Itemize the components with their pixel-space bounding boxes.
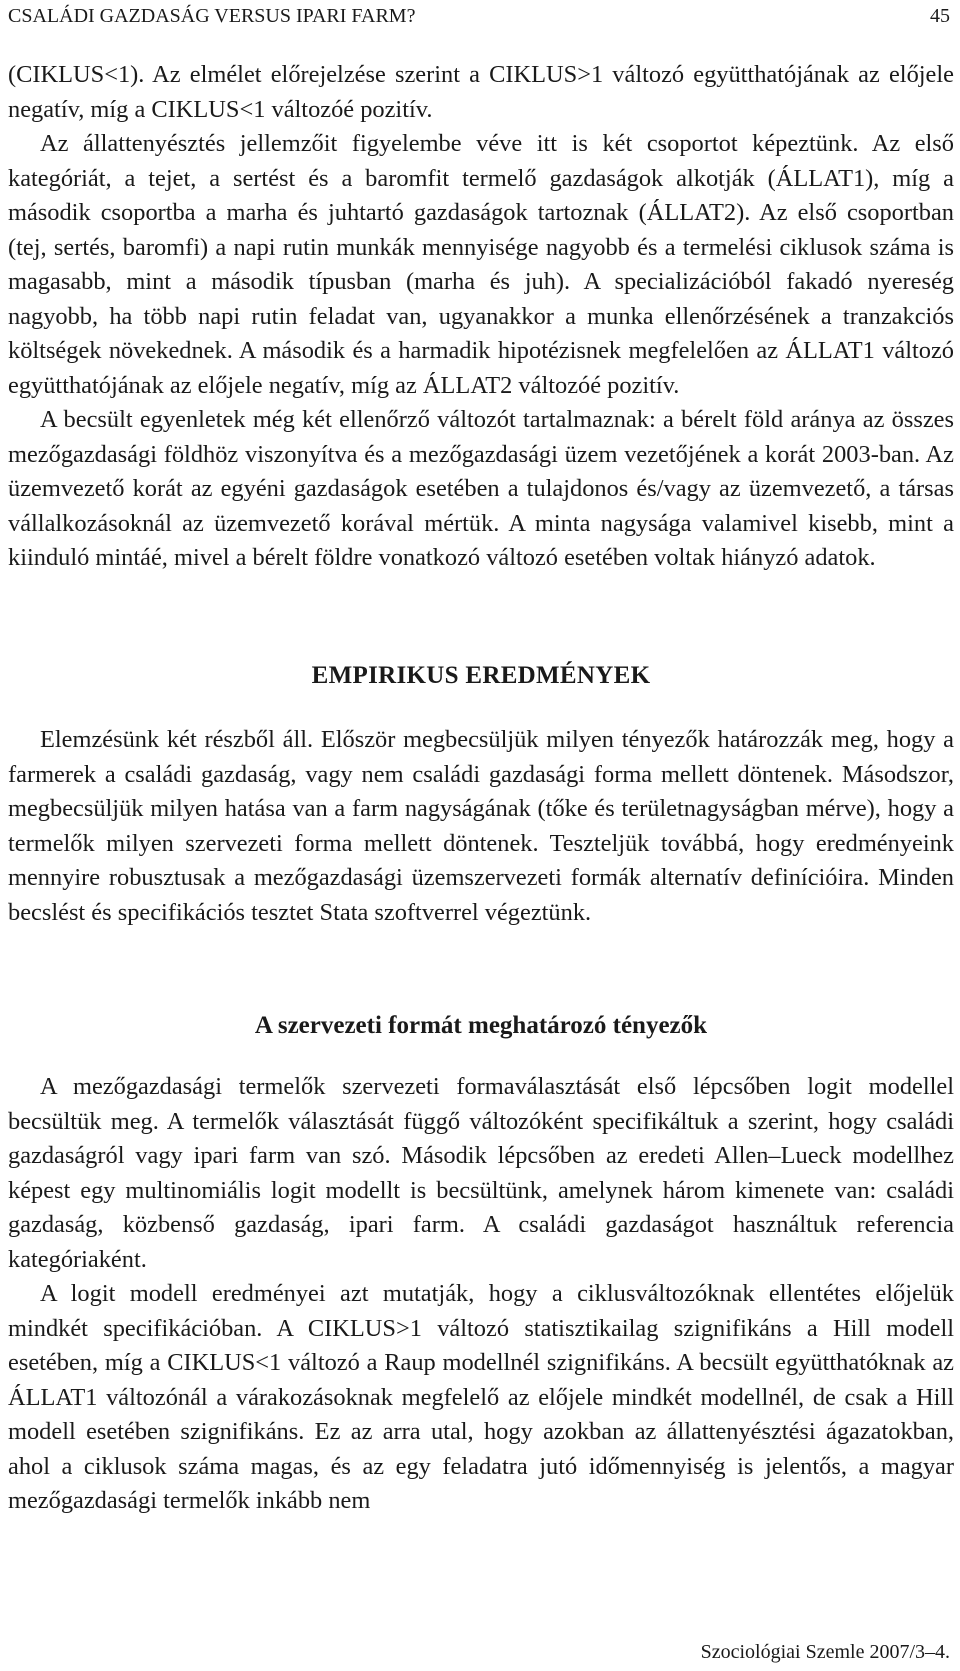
paragraph-control-variables: A becsült egyenletek még két ellenőrző változót tartalmaznak: a bérelt föld aránya az összes mezőgazdasági földhöz viszonyítva és a mezőgazdasági üzem vezetőjének a korát 2003-ban. Az üzemvezető korát az egyéni gazdaságok esetében a tulajdonos és/vagy az üzemvezető, a társas vállalkozásoknál az üzemvezető korával mértük. A minta nagysága valamivel kisebb, mint a kiinduló mintáé, mivel a bérelt földre vonatkozó változó esetében voltak hiányzó adatok. [8, 406, 954, 571]
document-page [8, 0, 956, 1671]
section-heading-empirical-results: EMPIRIKUS EREDMÉNYEK [311, 662, 651, 689]
paragraph-logit-model: A mezőgazdasági termelők szervezeti formaválasztását első lépcsőben logit modellel becsültük meg. A termelők választását függő változóként specifikáltuk a szerint, hogy családi gazdaságról vagy ipari farm van szó. Második lépcsőben az eredeti Allen–Lueck modellhez képest egy multinomiális logit modellt is becsültünk, amelynek három kimenete van: családi gazdaság, közbenső gazdaság, ipari farm. A családi gazdaságot használtuk referencia kategóriaként. [8, 1073, 954, 1273]
running-head-title: CSALÁDI GAZDASÁG VERSUS IPARI FARM? [8, 5, 416, 27]
paragraph-logit-results: A logit modell eredményei azt mutatják, hogy a ciklusváltozóknak ellentétes előjelük mindkét specifikációban. A CIKLUS>1 változó statisztikailag szignifikáns a Hill modell esetében, míg a CIKLUS<1 változó a Raup modellnél szignifikáns. A becsült együtthatóknak az ÁLLAT1 változónál a várakozásoknak megfelelő az előjele mindkét modellnél, de csak a Hill modell esetében szignifikáns. Ez az arra utal, hogy azokban az állattenyésztési ágazatokban, ahol a ciklusok száma magas, és az egy feladatra jutó időmennyiség is jelentős, a magyar mezőgazdasági termelők inkább nem [8, 1280, 954, 1514]
paragraph-livestock: Az állattenyésztés jellemzőit figyelembe véve itt is két csoportot képeztünk. Az első kategóriát, a tejet, a sertést és a baromfit termelő gazdaságok alkotják (ÁLLAT1), míg a második csoportba a marha és juhtartó gazdaságok tartoznak (ÁLLAT2). Az első csoportban (tej, sertés, baromfi) a napi rutin munkák mennyisége nagyobb és a termelési ciklusok száma is magasabb, mint a második típusban (marha és juh). A specializációból fakadó nyereség nagyobb, ha több napi rutin feladat van, ugyanakkor a munka ellenőrzésének a tranzakciós költségek növekednek. A második és a harmadik hipotézisnek megfelelően az ÁLLAT1 változó együtthatójának az előjele negatív, míg az ÁLLAT2 változóé pozitív. [8, 130, 954, 399]
subsection-heading-organization-factors: A szervezeti formát meghatározó tényezők [254, 1012, 708, 1039]
running-head [8, 4, 956, 28]
page-number: 45 [930, 5, 950, 27]
journal-footer: Szociológiai Szemle 2007/3–4. [700, 1641, 950, 1663]
paragraph-analysis-overview: Elemzésünk két részből áll. Először megbecsüljük milyen tényezők határozzák meg, hogy a farmerek a családi gazdaság, vagy nem családi gazdasági forma mellett döntenek. Másodszor, megbecsüljük milyen hatása van a farm nagyságának (tőke és területnagyságban mérve), hogy a termelők milyen szervezeti forma mellett döntenek. Teszteljük továbbá, hogy eredményeink mennyire robusztusak a mezőgazdasági üzemszervezeti formák alternatív definícióira. Minden becslést és specifikációs tesztet Stata szoftverrel végeztünk. [8, 726, 954, 926]
empirical-results-text [8, 723, 954, 930]
continued-text-block [8, 58, 954, 576]
paragraph-continuation: (CIKLUS<1). Az elmélet előrejelzése szerint a CIKLUS>1 változó együtthatójának az előjele negatív, míg a CIKLUS<1 változóé pozitív. [8, 61, 954, 123]
organization-factors-text [8, 1070, 954, 1519]
